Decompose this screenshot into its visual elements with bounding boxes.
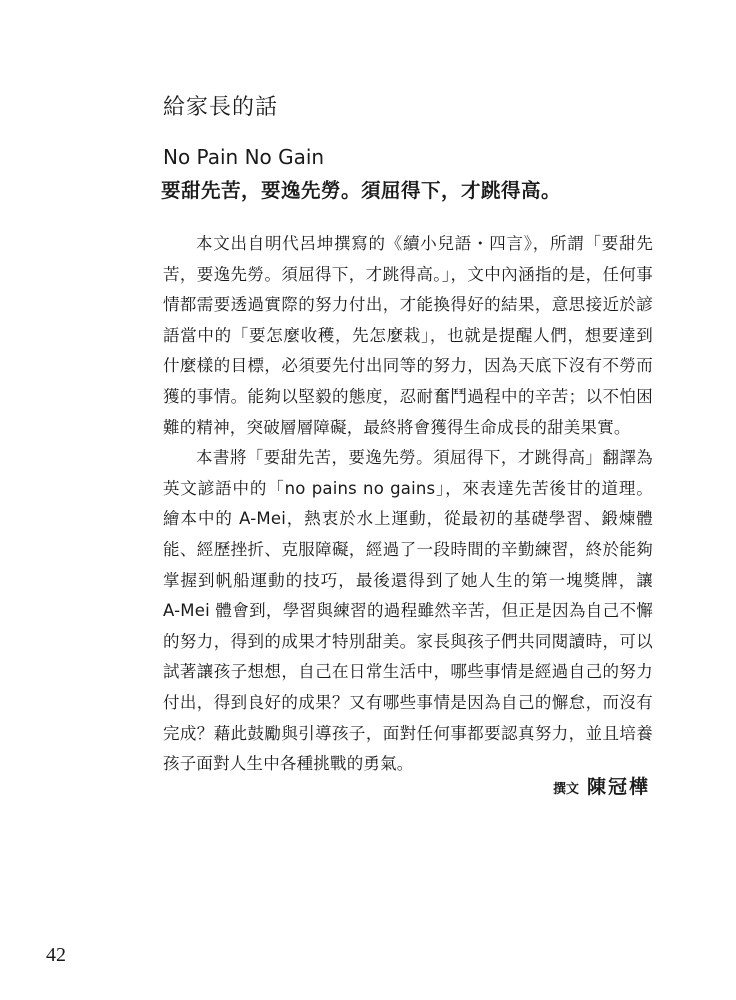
author-name: 陳冠樺	[586, 776, 650, 798]
page-heading: 給家長的話	[163, 95, 279, 120]
body-text	[163, 229, 653, 780]
author-role: 撰文	[552, 782, 579, 797]
subtitle-english: No Pain No Gain	[163, 145, 325, 169]
paragraph-1: 本文出自明代呂坤撰寫的《續小兒語・四言》，所謂「要甜先苦，要逸先勞。須屈得下，才跳得高。」，文中內涵指的是，任何事情都需要透過實際的努力付出，才能換得好的結果，意思接近於諺語當中的「要怎麼收穫，先怎麼栽」，也就是提醒人們，想要達到什麼樣的目標，必須要先付出同等的努力，因為天底下沒有不勞而獲的事情。能夠以堅毅的態度，忍耐奮鬥過程中的辛苦；以不怕困難的精神，突破層層障礙，最終將會獲得生命成長的甜美果實。	[163, 234, 653, 437]
page-number: 42	[46, 944, 66, 966]
subtitle-chinese: 要甜先苦，要逸先勞。須屈得下，才跳得高。	[161, 179, 562, 202]
author-credit	[553, 772, 650, 799]
paragraph-2: 本書將「要甜先苦，要逸先勞。須屈得下，才跳得高」翻譯為英文諺語中的「no pains no gains」，來表達先苦後甘的道理。繪本中的 A-Mei，熱衷於水上運動，從最初的基礎學習、鍛煉體能、經歷挫折、克服障礙，經過了一段時間的辛勤練習，終於能夠掌握到帆船運動的技巧，最後還得到了她人生的第一塊獎牌，讓 A-Mei 體會到，學習與練習的過程雖然辛苦，但正是因為自己不懈的努力，得到的成果才特別甜美。家長與孩子們共同閱讀時，可以試著讓孩子想想，自己在日常生活中，哪些事情是經過自己的努力付出，得到良好的成果？又有哪些事情是因為自己的懈怠，而沒有完成？藉此鼓勵與引導孩子，面對任何事都要認真努力，並且培養孩子面對人生中各種挑戰的勇氣。	[163, 448, 653, 774]
